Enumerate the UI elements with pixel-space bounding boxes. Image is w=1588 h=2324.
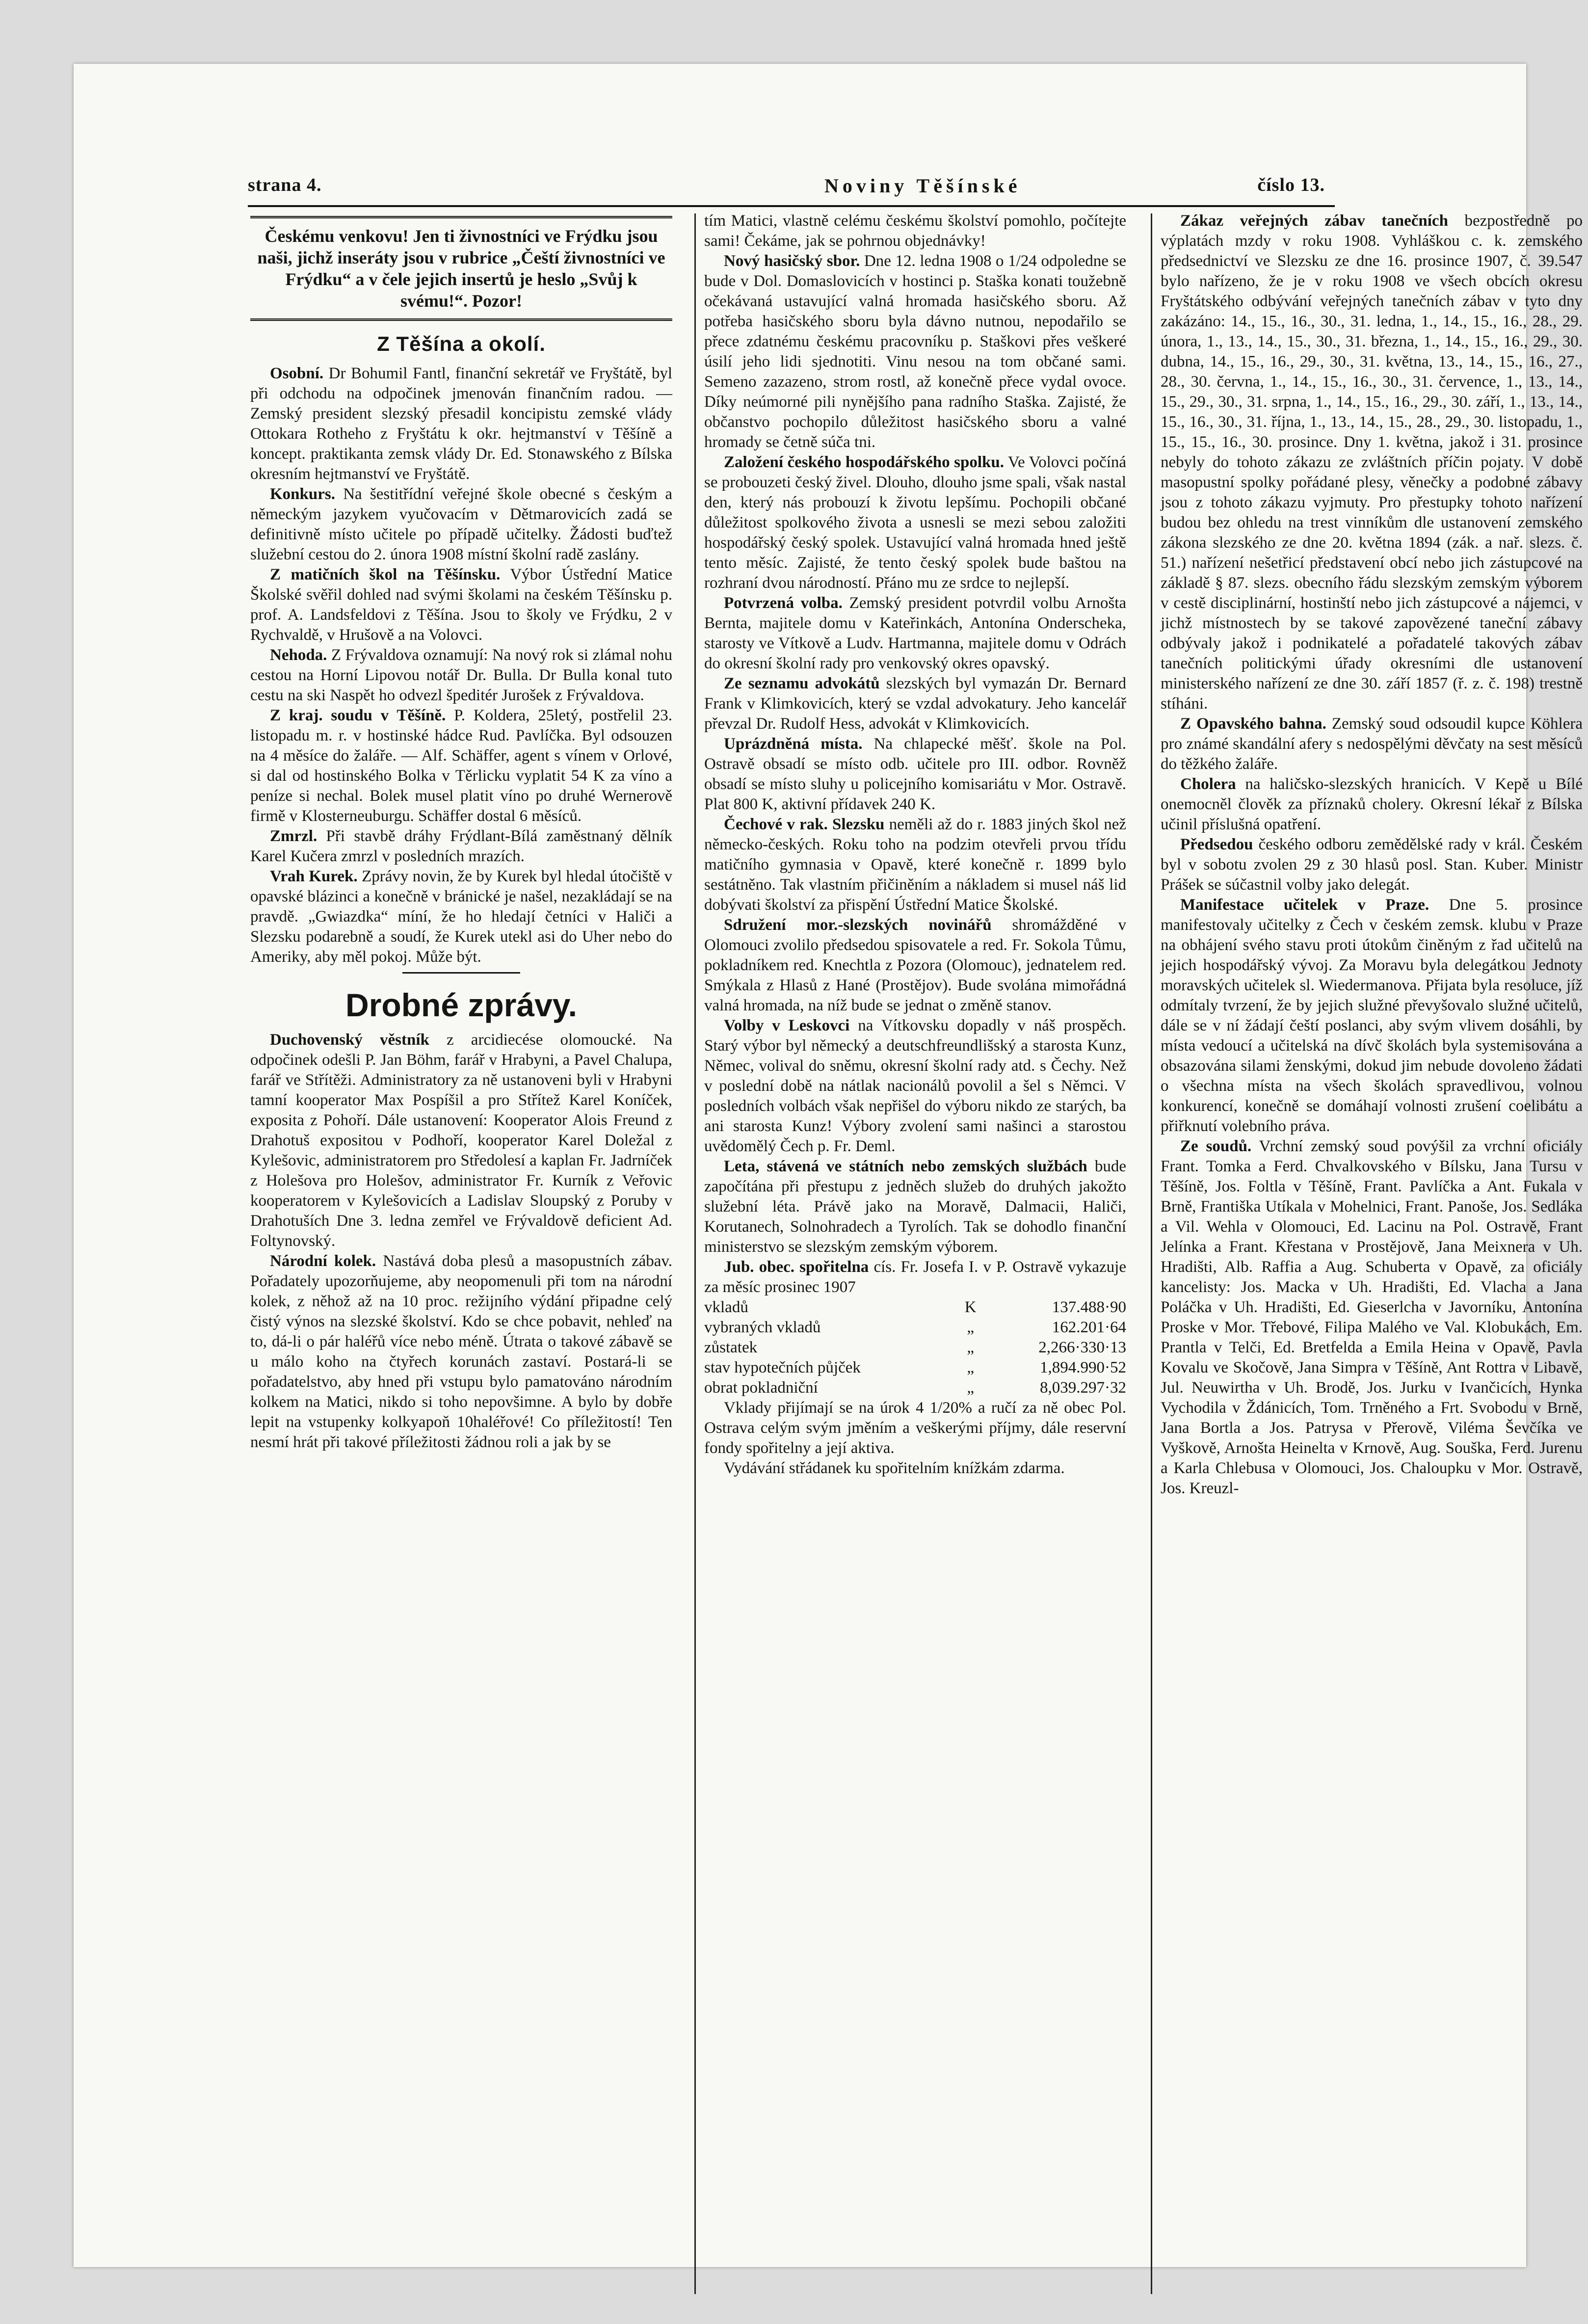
article-text: Dr Bohumil Fantl, finanční sekretář ve Fryštátě, byl při odchodu na odpočinek jmenován finančním radou. — Zemský president slezský přesadil koncipistu zemské vlády Ottokara Rotheho z Fryštátu k okr. hejtmanství v Těšíně a koncept. praktikanta zemsk vlády Dr. Ed. Stonawského z Bílska okresním hejtmanství ve Fryštátě. (250, 365, 672, 483)
article-text: Z Frývaldova oznamují: Na nový rok si zlámal nohu cestou na Horní Lipovou notář Dr. Bulla. Dr Bulla konal tuto cestu na ski Naspět ho odvezl špeditér Jurošek z Frývaldova. (250, 646, 673, 704)
article-text: českého odboru zemědělské rady v král. Českém byl v sobotu zvolen 29 z 30 hlasů posl. Stan. Kuber. Ministr Prášek se súčastnil volby jako delegát. (1161, 836, 1583, 894)
article (1161, 714, 1583, 774)
article-lead: Konkurs. (270, 485, 335, 503)
article-text: P. Koldera, 25letý, postřelil 23. listopadu m. r. v hostinské hádce Rud. Pavlíčka. Byl odsouzen na 4 měsíce do žaláře. — Alf. Schäffer, agent s vínem v Orlové, si dal od hostinského Bolka v Těrlicku vyplatit 54 K za víno a peníze si nechal. Bolek musel platit víno po druhé Wernerově firmě v Klosterneuburgu. Schäffer dostal 6 měsíců. (250, 707, 672, 825)
table-row (704, 1378, 1126, 1398)
article-lead: Nový hasičský sbor. (724, 252, 860, 270)
column-left (250, 211, 672, 1452)
article-text: Dne 5. prosince manifestovaly učitelky z Čech v českém zemsk. klubu v Praze na obhájení svého stavu proti útokům činěným z řad učitelů na jejich hospodářský vývoj. Za Moravu byla delegátkou Jednoty moravských učitelek sl. Wiedermanova. Přijata byla resoluce, jíž odmítaly tvrzení, že by jejich služné převyšovalo služné učitelů, dále se v ní žádají čeští poslanci, aby svým vlivem dosáhli, by místa vedoucí a učitelská na dívč školách byla systemisována a obsazována silami ženskými, dokud jim nebude dovoleno žádati o všechna místa na všech školách spravedlivou, volnou konkurencí, konečně se domáhají volnosti zrušení coelibátu a přiřknutí volebního práva. (1161, 896, 1583, 1135)
local-news (250, 364, 672, 967)
savings-bank-table (704, 1297, 1126, 1398)
article-lead: Národní kolek. (270, 1252, 376, 1270)
article-text: neměli až do r. 1883 jiných škol než německo-českých. Roku toho na podzim otevřeli prvou třídu matičního gymnasia v Opavě, které konečně r. 1899 bylo sestátněno. Tak vlastním přičiněním a nákladem si musel náš lid dobývati školství za přispění Ústřední Matice Školské. (704, 816, 1126, 914)
account-label: zůstatek (704, 1339, 758, 1356)
article-text: Na šestitřídní veřejné škole obecné s českým a německým jazykem vyučovacím v Dětmarovicích zadá se definitivně místo učitele po případě učitelky. Žádosti buďtež služební cestou do 2. února 1908 místní školní radě zaslány. (250, 485, 673, 563)
account-label: vkladů (704, 1298, 748, 1316)
section-title: Z Těšína a okolí. (377, 332, 546, 355)
article-text: Výbor Ústřední Matice Školské svěřil dohled nad svými školami na českém Těšínsku p. prof. A. Landsfeldovi z Těšína. Jsou to školy ve Frýdku, 2 v Rychvaldě, v Hrušově a na Volovci. (250, 566, 672, 644)
article-text: shromážděné v Olomouci zvolilo předsedou spisovatele a red. Fr. Sokola Tůmu, pokladníkem red. Knechtla z Pozora (Olomouc), jednatelem red. Smýkala z Hlasů z Hané (Prostějov). Bude svolána mimořádná valná hromada, na níž bude se jednat o změně stanov. (704, 916, 1127, 1014)
account-value: 2,266·330·13 (1038, 1339, 1126, 1356)
article (704, 593, 1126, 674)
notice-banner: Českému venkovu! Jen ti živnostníci ve Frýdku jsou naši, jichž inseráty jsou v rubrice „Čeští živnostníci ve Frýdku“ a v čele jejich insertů je heslo „Svůj k svému!“. Pozor! (250, 216, 672, 321)
article (704, 452, 1126, 593)
article (250, 706, 672, 826)
account-currency: „ (967, 1339, 974, 1356)
account-currency: „ (967, 1379, 974, 1397)
article-lead: Volby v Leskovci (724, 1017, 850, 1034)
account-currency: „ (967, 1319, 974, 1336)
article-lead: Cholera (1180, 775, 1236, 793)
article (704, 1016, 1126, 1157)
table-row (704, 1338, 1126, 1358)
account-currency: „ (967, 1359, 974, 1376)
article (250, 1030, 672, 1251)
article-lead: Předsedou (1180, 836, 1253, 853)
article (250, 826, 672, 867)
article-text: bude započítána při přestupu z jedněch služeb do druhých jakožto služební léta. Právě jako na Moravě, Dalmacii, Haliči, Korutanech, Solnohradech a Tyrolích. Tak se dohodlo finanční ministerstvo se slezským zemským výborem. (704, 1158, 1127, 1256)
article-text: Zemský soud odsoudil kupce Köhlera pro známé skandální afery s nedospělými děvčaty na sest měsíců do těžkého žaláře. (1161, 715, 1583, 773)
account-value: 162.201·64 (1052, 1319, 1126, 1336)
separator-rule (402, 972, 520, 974)
article (704, 915, 1126, 1016)
article-lead: Ze soudů. (1180, 1137, 1252, 1155)
account-label: obrat pokladniční (704, 1379, 818, 1397)
article (1161, 774, 1583, 835)
issue-number: číslo 13. (1257, 175, 1325, 195)
page-number: strana 4. (248, 175, 322, 195)
article (250, 565, 672, 645)
article-lead: Z matičních škol na Těšínsku. (270, 566, 501, 583)
article (250, 867, 672, 967)
account-currency: K (964, 1298, 977, 1316)
table-row (704, 1318, 1126, 1338)
article-lead: Sdružení mor.-slezských novinářů (724, 916, 992, 934)
article-text: Ve Volovci počíná se probouzeti český živel. Dlouho, dlouho jsme spali, však nastal den, který nás probouzí k životu lepšímu. Pochopili občané důležitost spolkového života a usnesli se mezi sebou založiti hospodářský český spolek. Ustavující valná hromada hned ještě tento měsíc. Zajisté, že tento český spolek bude baštou na rozhraní dvou národností. Přáno mu ze srdce to nejlepší. (704, 453, 1127, 592)
article (704, 1257, 1126, 1297)
article-lead: Ze seznamu advokátů (724, 675, 880, 692)
article-text: na haličsko-slezských hranicích. V Kepě u Bílé onemocněl člověk za příznaků cholery. Okresní lékař z Bílska učinil příslušná opatření. (1161, 775, 1583, 833)
article-text: slezských byl vymazán Dr. Bernard Frank v Klimkovicích, který se vzdal advokatury. Jeho kancelář převzal Dr. Rudolf Hess, advokát v Klimkovicích. (704, 675, 1127, 733)
article-text: bezpostředně po výplatách mzdy v roku 1908. Vyhláškou c. k. zemského předsednictví ve Slezsku ze dne 16. prosince 1907, č. 39.547 bylo nařízeno, že je v roku 1908 ve všech obcích okresu Fryštátského odbývání veřejných tanečních zábav v tyto dny zakázáno: 14., 15., 16., 30., 31. ledna, 1., 14., 15., 16., 28., 29. února, 1., 13., 14., 15., 30., 31. března, 1., 14., 15., 16., 29., 30. dubna, 14., 15., 16., 29., 30., 31. května, 13., 14., 15., 16., 27., 28., 30. června, 1., 14., 15., 16., 30., 31. července, 1., 13., 14., 15., 29., 30., 31. srpna, 1., 14., 15., 16., 29., 30. září, 1., 13., 14., 15., 16., 30., 31. října, 1., 13., 14., 15., 28., 29., 30. listopadu, 1., 15., 15., 16., 30. prosince. Dny 1. května, jakož i 31. prosince nebyly do tohoto zákazu ze zvláštních příčin pojaty. V době masopustní spolky pořádané plesy, věnečky a podobné zábavy jsou z tohoto zákazu vyjmuty. Pro přestupky tohoto nařízení budou bez ohledu na trest vinníkům dle ustanovení zemského zákona slezského ze dne 20. května 1894 (zák. a nař. slezs. č. 51.) nařízení nešetřicí představení obcí nebo jich zástupcové na základě § 87. slezs. obecního řádu slezským zemským výborem v cestě disciplinární, hostinští nebo jich zástupcové a nájemci, v jichž místnostech by se takové zapovězené taneční zábavy odbývaly jakož i podnikatelé a pořadatelé takových zábav tanečních politickými úřady okresními dle ustanovení ministerského nařízení ze dne 30. září 1857 (ř. z. č. 198) trestně stíháni. (1161, 212, 1583, 713)
article (704, 1157, 1126, 1257)
article-text: Dne 12. ledna 1908 o 1/24 odpoledne se bude v Dol. Domaslovicích v hostinci p. Staška konati toužebně očekávaná ustavující valná hromada hasičského sboru. Až potřeba hasičského sboru byla dávno nutnou, nepodařilo se přece zdatnému českému pracovníku p. Staškovi přes veškeré úsilí jeho lidi sjednotiti. Vinu nesou na tom občané sami. Semeno zazazeno, strom rostl, až konečně přece vydal ovoce. Díky neúmorné pili nynějšího pana radního Staška. Zajisté, že občanstvo pochopilo důležitost hasičského sboru a valné hromady se četně súča tni. (704, 252, 1127, 451)
article-lead: Uprázdněná místa. (724, 735, 863, 753)
column-divider (694, 213, 696, 2294)
article (250, 484, 672, 565)
article-text: na Vítkovsku dopadly v náš prospěch. Starý výbor byl německý a deutschfreundlišský a starosta Kunz, Němec, volival do sněmu, okresní školní rady atd. s Čechy. Než v poslední době na nátlak nacionálů povolil a šel s Němci. V posledních volbách však nepřišel do výboru nikdo ze starých, ba ani starosta Kunz! Výbory zvolení sami našinci a starostou uvědomělý Čech p. Fr. Deml. (704, 1017, 1126, 1155)
article-lead: Leta, stávená ve státních nebo zemských službách (724, 1158, 1087, 1175)
article-lead: Zmrzl. (270, 827, 318, 845)
article-lead: Potvrzená volba. (724, 594, 843, 612)
article-text: Při stavbě dráhy Frýdlant-Bílá zaměstnaný dělník Karel Kučera zmrzl v posledních mrazích. (250, 827, 672, 865)
article (1161, 1136, 1583, 1499)
article-text: Zprávy novin, že by Kurek byl hledal útočiště v opavské blázinci a konečně v bránické je našel, nezakládají se na pravdě. „Gwiazdka“ míní, že ho hledají četníci v Haliči a Slezsku podarebně a soudí, že Kurek utekl asi do Uher nebo do Ameriky, aby měl pokoj. Může být. (250, 868, 672, 966)
account-label: stav hypotečních půjček (704, 1359, 861, 1376)
article (704, 674, 1126, 734)
article-lead: Osobní. (270, 365, 324, 382)
article-text: z arcidiecése olomoucké. Na odpočinek odešli P. Jan Böhm, farář v Hrabyni, a Pavel Chalupa, farář ve Střítěži. Administratory za ně ustanoveni byli v Hrabyni tamní kooperator Max Pospíšil a pro Střítež Karel Koníček, exposita z Pohoří. Dále ustanovení: Kooperator Alois Freund z Drahotuš expositou v Podhoří, kooperator Karel Doležal z Kylešovic, administratorem pro Středolesí a kaplan Fr. Jadrníček z Holešova pro Holešov, administrator Fr. Kurník z Veřovic kooperatorem v Kylešovicích a Ladislav Sloupský z Poruby v Drahotuších Dne 3. ledna zemřel ve Frývaldově deficient Ad. Foltynovský. (250, 1031, 672, 1250)
account-value: 137.488·90 (1052, 1298, 1126, 1316)
account-value: 1,894.990·52 (1040, 1359, 1126, 1376)
table-row (704, 1358, 1126, 1378)
article (704, 734, 1126, 815)
newspaper-title: Noviny Těšínské (824, 175, 1021, 197)
article-lead: Z kraj. soudu v Těšíně. (270, 707, 446, 724)
article-lead: Duchovenský věstník (270, 1031, 429, 1049)
article (704, 815, 1126, 915)
article-lead: Jub. obec. spořitelna (724, 1258, 869, 1276)
short-news (250, 1030, 672, 1452)
article-text: Nastává doba plesů a masopustních zábav. Pořadately upozorňujeme, aby neopomenuli při tom na národní kolek, z něhož až na 10 proc. režijního výdání připadne celý čistý výnos na slezské školství. Kdo se chce pobavit, nehleď na to, dá-li o pár haléřů více nebo méně. Útrata o takové zábavě se u málo koho na čtyřech korunách zastaví. Postará-li se pořadatelstvo, aby hned při vstupu bylo pamatováno národním kolkem na Matici, nikdo si toho nepovšimne. A bylo by dobře lepit na vstupenky kolkyapoň 10haléřové! Co příležitostí! Ten nesmí hrát při takové příležitosti žádnou roli a jak by se (250, 1252, 673, 1451)
article (1161, 895, 1583, 1136)
article-text: Vrchní zemský soud povýšil za vrchní oficiály Frant. Tomka a Ferd. Chvalkovského v Bílsku, Jana Tursu v Těšíně, Jos. Foltla v Těšíně, Frant. Pavlíčka a Ant. Fukala v Brně, Františka Utíkala v Mohelnici, Frant. Panoše, Jos. Sedláka a Vil. Wehla v Olomouci, Ed. Lacinu na Pol. Ostravě, Frant Jelínka a Frant. Křestana v Prostějově, Jana Meixnera v Uh. Hradišti, Alb. Raffia a Aug. Schuberta v Opavě, za oficiály kancelisty: Jos. Macka v Uh. Hradišti, Ed. Vlacha a Jana Poláčka v Uh. Hradišti, Ed. Gieserlcha v Javorníku, Antonína Proske v Mor. Třebové, Filipa Malého ve Val. Klobukách, Em. Prantla v Telči, Ed. Bretfelda a Emila Heina v Opavě, Pavla Kovalu ve Skočově, Jana Simpra v Těšíně, Ant Rottra v Libavě, Jul. Neuwirtha v Uh. Brodě, Jos. Jurku v Ivančicích, Hynka Vychodila v Ždánicích, Tom. Trněného a Frt. Svobodu v Brně, Jana Bortla a Jos. Patrysa v Přerově, Viléma Ševčíka ve Vyškově, Arnošta Heinelta v Krnově, Aug. Souška, Ferd. Jurenu a Karla Chlebusa v Olomouci, Jos. Chaloupku v Mor. Ostravě, Jos. Kreuzl- (1161, 1137, 1583, 1497)
section-title-large: Drobné zprávy. (345, 987, 577, 1023)
article-lead: Čechové v rak. Slezsku (724, 816, 885, 833)
article (250, 1251, 672, 1452)
article (250, 645, 672, 706)
article-text: cís. Fr. Josefa I. v P. Ostravě vykazuje za měsíc prosinec 1907 (704, 1258, 1126, 1296)
article-lead: Zákaz veřejných zábav tanečních (1180, 212, 1448, 230)
table-row (704, 1297, 1126, 1318)
article-lead: Nehoda. (270, 646, 327, 664)
article (1161, 211, 1583, 714)
article (1161, 835, 1583, 895)
article-lead: Vrah Kurek. (270, 868, 358, 885)
article (250, 364, 672, 484)
article-lead: Založení českého hospodářského spolku. (724, 453, 1004, 471)
column-middle (704, 211, 1126, 1479)
article-text: Zemský president potvrdil volbu Arnošta Bernta, majitele domu v Kateřinkách, Antonína Onderscheka, starosty ve Vítkově a Ludv. Hartmanna, majitele domu v Odrách do okresní školní rady pro venkovský okres opavský. (704, 594, 1127, 672)
newspaper-page (152, 113, 1583, 2238)
header-rule (248, 205, 1335, 207)
column-right (1161, 211, 1583, 1499)
article-lead: Manifestace učitelek v Praze. (1180, 896, 1429, 914)
article (704, 251, 1126, 452)
article-text: Vydávání střádanek ku spořitelním knížkám zdarma. (724, 1459, 1065, 1477)
article-text: Na chlapecké měšť. škole na Pol. Ostravě obsadí se místo odb. učitele pro III. odbor. Rovněž obsadí se místo sluhy u policejního komisariátu v Mor. Ostravě. Plat 800 K, aktivní přídavek 240 K. (704, 735, 1126, 813)
column-divider (1151, 213, 1152, 2294)
article-lead: Z Opavského bahna. (1180, 715, 1326, 733)
article-text: Vklady přijímají se na úrok 4 1/20% a ručí za ně obec Pol. Ostrava celým svým jměním a veškerými příjmy, dále reservní fondy spořitelny a její aktiva. (704, 1399, 1126, 1457)
account-value: 8,039.297·32 (1040, 1379, 1126, 1397)
account-label: vybraných vkladů (704, 1319, 821, 1336)
article-continuation: tím Matici, vlastně celému českému školství pomohlo, počítejte sami! Čekáme, jak se pohrnou objednávky! (704, 212, 1126, 250)
scanned-page (74, 64, 1583, 2267)
